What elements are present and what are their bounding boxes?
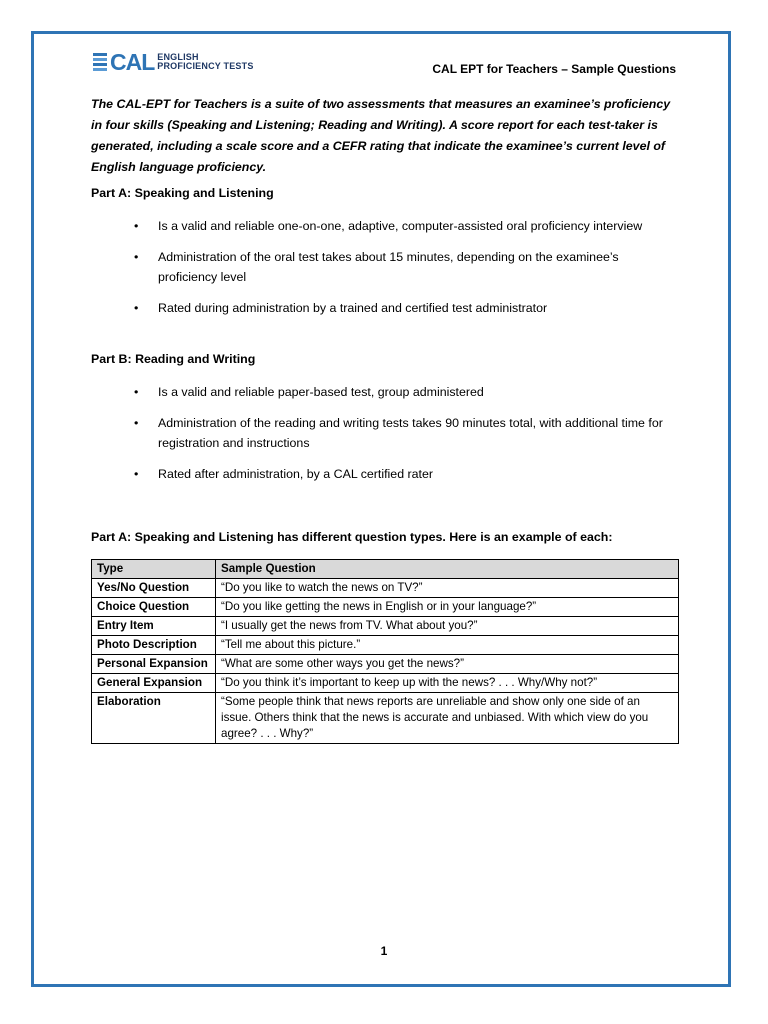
page-number: 1 [380,944,388,958]
part-b-heading: Part B: Reading and Writing [91,352,256,366]
table-row [92,617,679,636]
list-item: • Administration of the oral test takes about 15 minutes, depending on the examinee’s proficiency level [91,247,681,287]
logo-bars-icon [93,53,107,71]
list-item: • Rated during administration by a trained and certified test administrator [91,298,681,318]
table-row [92,655,679,674]
table-row [92,693,679,744]
table-row [92,636,679,655]
table-intro: Part A: Speaking and Listening has different question types. Here is an example of each: [91,530,613,544]
cal-logo [93,51,254,73]
intro-paragraph: The CAL-EPT for Teachers is a suite of two assessments that measures an examinee’s proficiency in four skills (Speaking and Listening; Reading and Writing). A score report for each test-taker is generated, including a scale score and a CEFR rating that indicate the examinee’s current level of English language proficiency. [91,97,671,174]
sample-cell: “What are some other ways you get the news?” [216,655,679,674]
type-cell: Personal Expansion [92,655,216,674]
part-a-heading: Part A: Speaking and Listening [91,186,274,200]
page-header-title: CAL EPT for Teachers – Sample Questions [432,62,676,76]
type-cell: General Expansion [92,674,216,693]
logo-cal-text: CAL [110,49,155,75]
sample-cell: “Do you like getting the news in English or in your language?” [216,598,679,617]
sample-cell: “Do you like to watch the news on TV?” [216,579,679,598]
part-b-bullets [91,382,681,495]
type-cell: Elaboration [92,693,216,744]
list-item: • Administration of the reading and writing tests takes 90 minutes total, with additional time for registration and instructions [91,413,681,453]
list-item: • Is a valid and reliable paper-based test, group administered [91,382,681,402]
logo-tagline: ENGLISH PROFICIENCY TESTS [157,52,254,71]
type-cell: Photo Description [92,636,216,655]
question-types-table [91,559,679,744]
table-header-row [92,560,679,579]
sample-cell: “Do you think it’s important to keep up with the news? . . . Why/Why not?” [216,674,679,693]
list-item: • Is a valid and reliable one-on-one, adaptive, computer-assisted oral proficiency interview [91,216,681,236]
table-row [92,598,679,617]
type-cell: Choice Question [92,598,216,617]
sample-cell: “Tell me about this picture.” [216,636,679,655]
sample-cell: “Some people think that news reports are unreliable and show only one side of an issue. Others think that the news is accurate and unbiased. With which view do you agree? . . . Why?” [216,693,679,744]
part-a-bullets [91,216,681,329]
type-cell: Entry Item [92,617,216,636]
list-item: • Rated after administration, by a CAL certified rater [91,464,681,484]
type-cell: Yes/No Question [92,579,216,598]
sample-cell: “I usually get the news from TV. What about you?” [216,617,679,636]
table-row [92,674,679,693]
column-header-type: Type [92,560,216,579]
column-header-sample: Sample Question [216,560,679,579]
table-row [92,579,679,598]
